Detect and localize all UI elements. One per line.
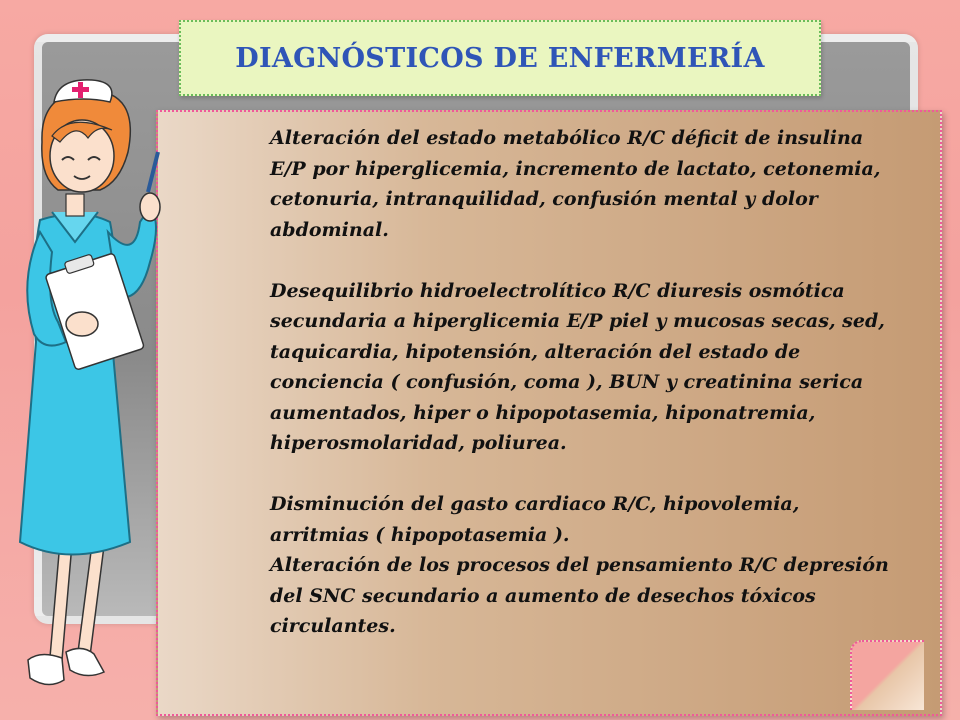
slide-title: DIAGNÓSTICOS DE ENFERMERÍA bbox=[235, 42, 765, 74]
diagnosis-thought-process: Alteración de los procesos del pensamiento R/C depresión del SNC secundario a aumento de desechos tóxicos circulantes. bbox=[270, 554, 889, 637]
diagnosis-cardiac-output: Disminución del gasto cardiaco R/C, hipovolemia, arritmias ( hipopotasemia ). bbox=[270, 493, 800, 546]
nurse-icon bbox=[0, 72, 180, 702]
diagnoses-text bbox=[270, 123, 900, 642]
page-curl-decoration bbox=[850, 640, 924, 710]
title-box bbox=[179, 20, 821, 96]
diagnosis-electrolyte: Desequilibrio hidroelectrolítico R/C diuresis osmótica secundaria a hiperglicemia E/P piel y mucosas secas, sed, taquicardia, hipotensión, alteración del estado de conciencia ( confusión, coma ), BUN y creatinina serica aumentados, hiper o hipopotasemia, hiponatremia, hiperosmolaridad, poliurea. bbox=[270, 279, 885, 454]
diagnosis-metabolic: Alteración del estado metabólico R/C déficit de insulina E/P por hiperglicemia, incremento de lactato, cetonemia, cetonuria, intranquilidad, confusión mental y dolor abdominal. bbox=[270, 127, 881, 241]
